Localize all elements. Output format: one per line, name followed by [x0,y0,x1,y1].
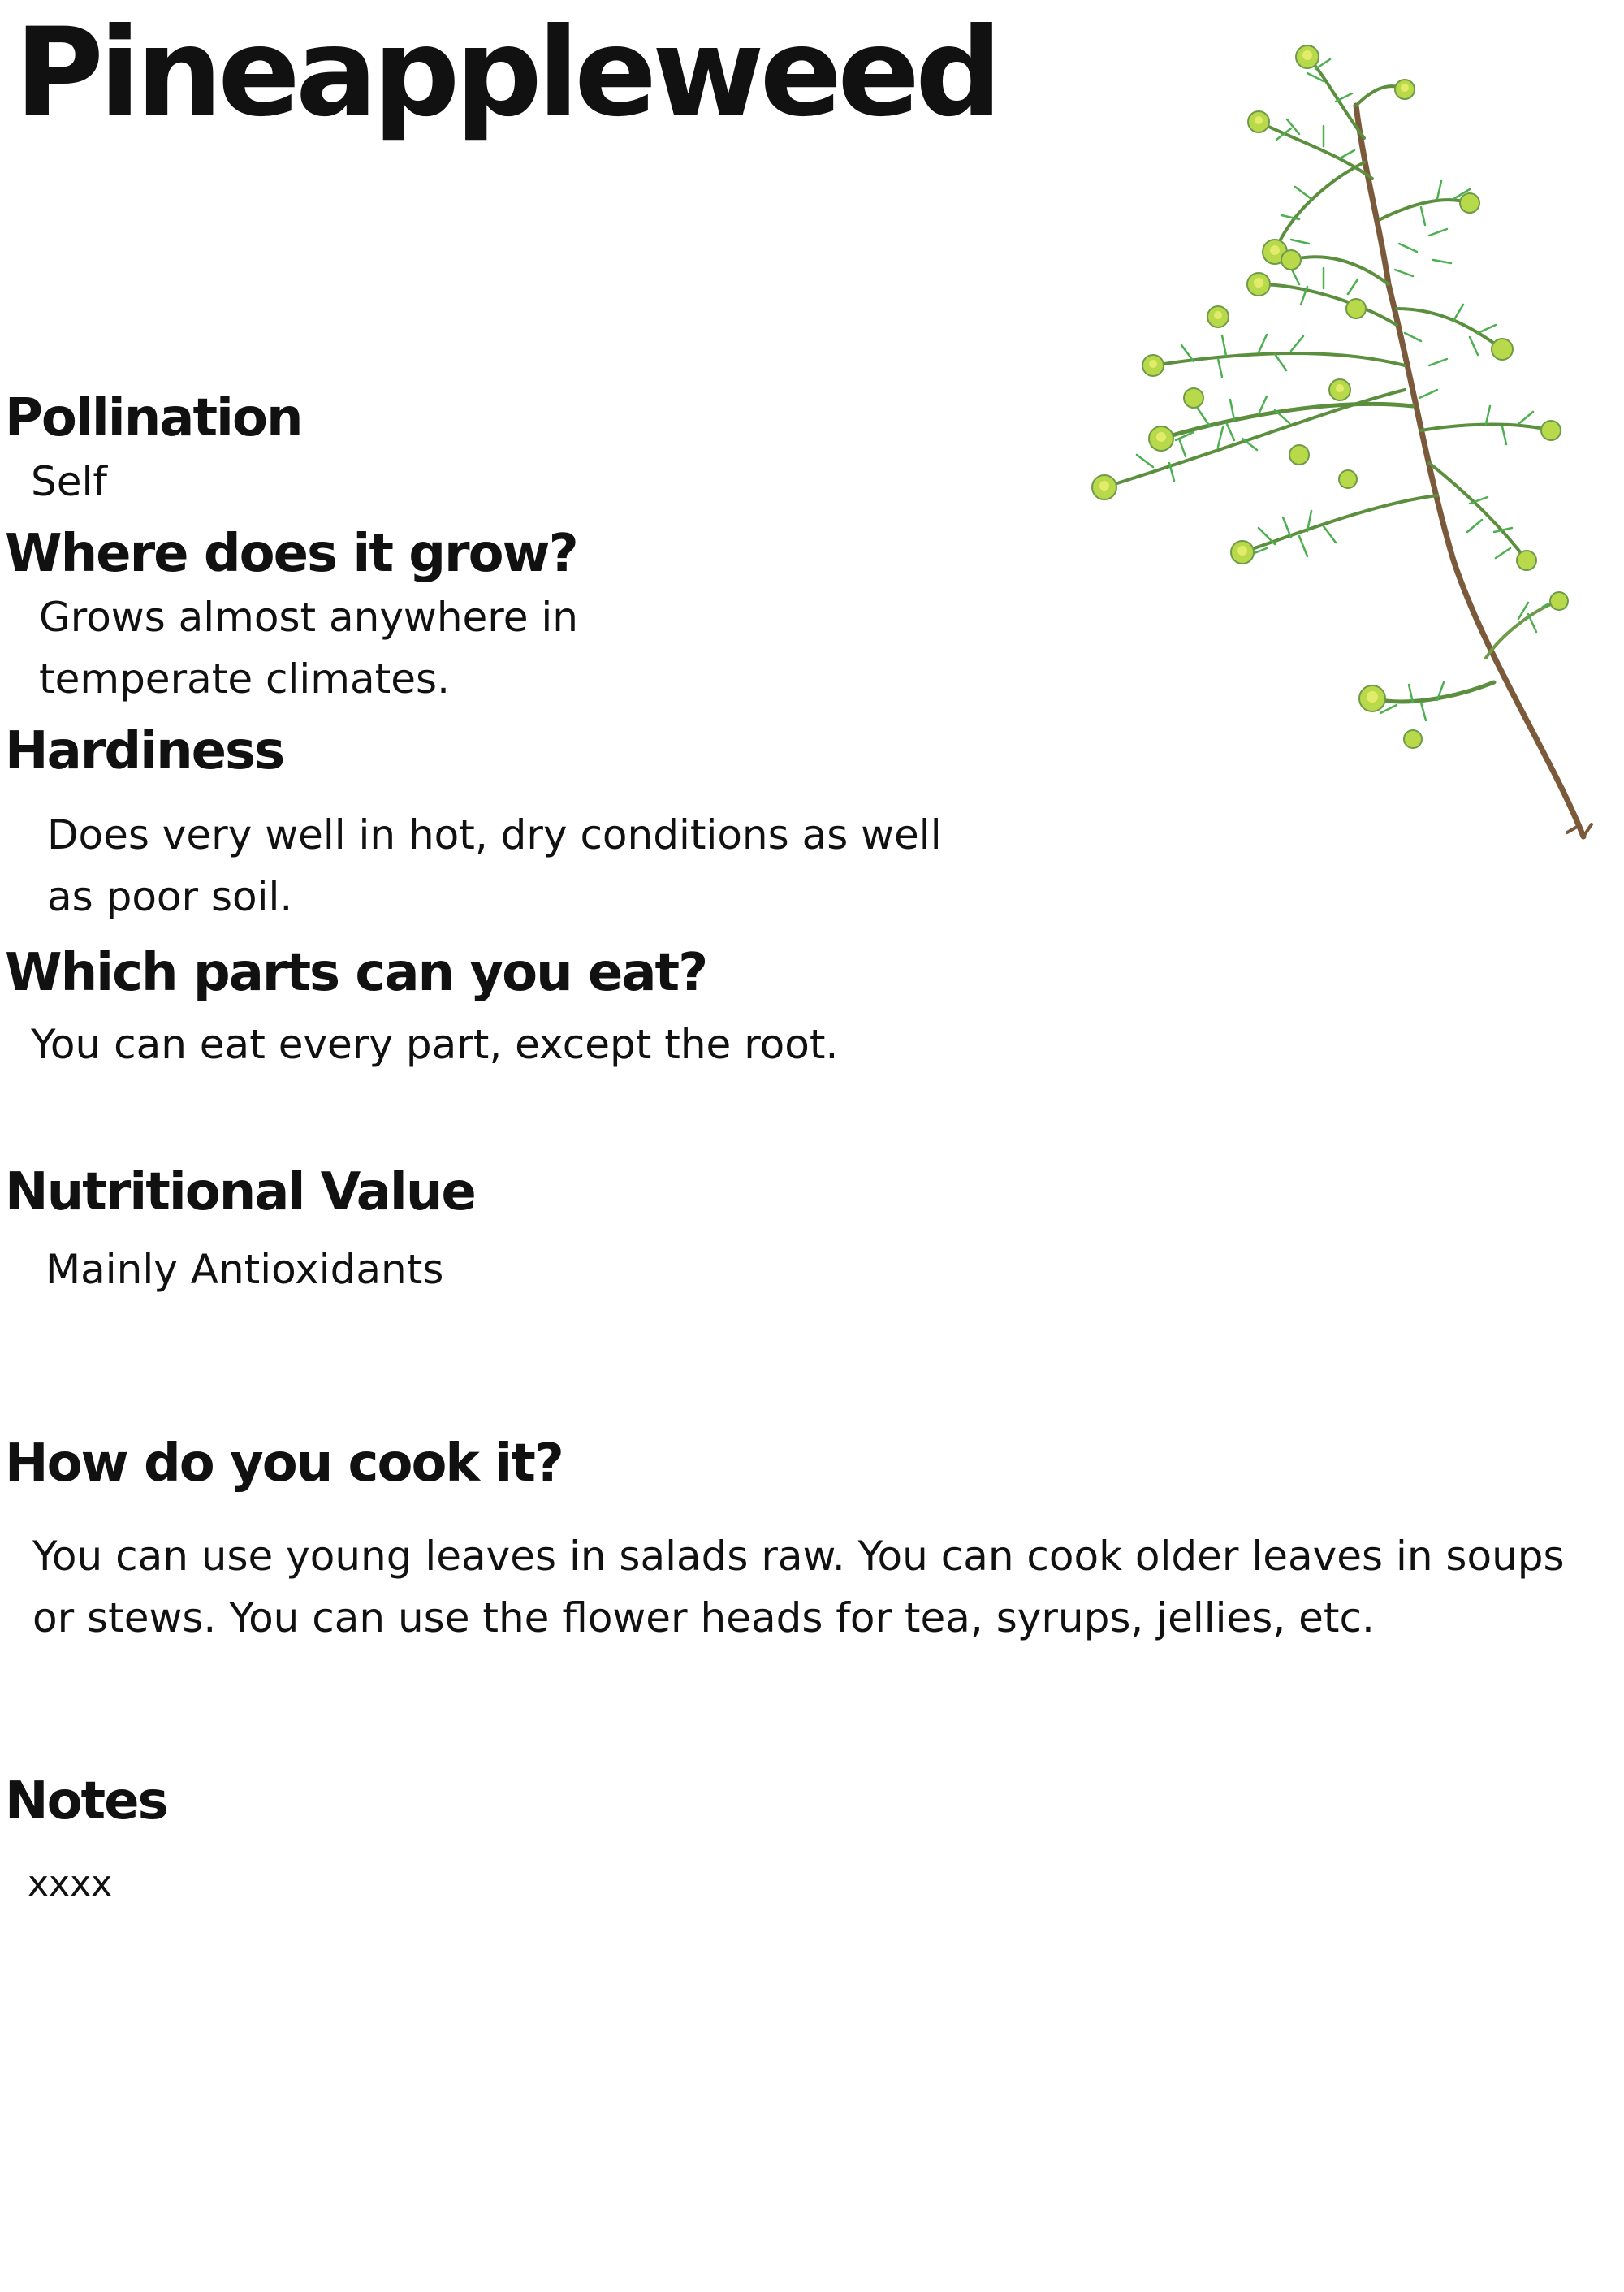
section-text-nutrition: Mainly Antioxidants [45,1246,444,1293]
section-heading-hardiness: Hardiness [5,721,284,781]
section-heading-edible-parts: Which parts can you eat? [5,943,707,1003]
pineappleweed-plant-illustration [1031,41,1600,853]
section-text-hardiness: Does very well in hot, dry conditions as well as poor soil. [47,811,942,920]
section-text-notes: xxxx [28,1863,113,1905]
section-heading-nutrition: Nutritional Value [5,1162,475,1222]
section-text-where-grow: Grows almost anywhere in temperate climates. [39,594,578,703]
section-heading-notes: Notes [5,1771,167,1831]
section-heading-pollination: Pollination [5,388,302,448]
section-text-pollination: Self [31,458,107,505]
section-text-edible-parts: You can eat every part, except the root. [31,1021,839,1068]
page-title: Pineappleweed [15,2,998,144]
section-text-cooking: You can use young leaves in salads raw. You can cook older leaves in soups or stews. You can use the flower heads for tea, syrups, jellies, etc. [32,1533,1565,1641]
section-heading-where-grow: Where does it grow? [5,524,577,584]
section-heading-cooking: How do you cook it? [5,1434,563,1494]
